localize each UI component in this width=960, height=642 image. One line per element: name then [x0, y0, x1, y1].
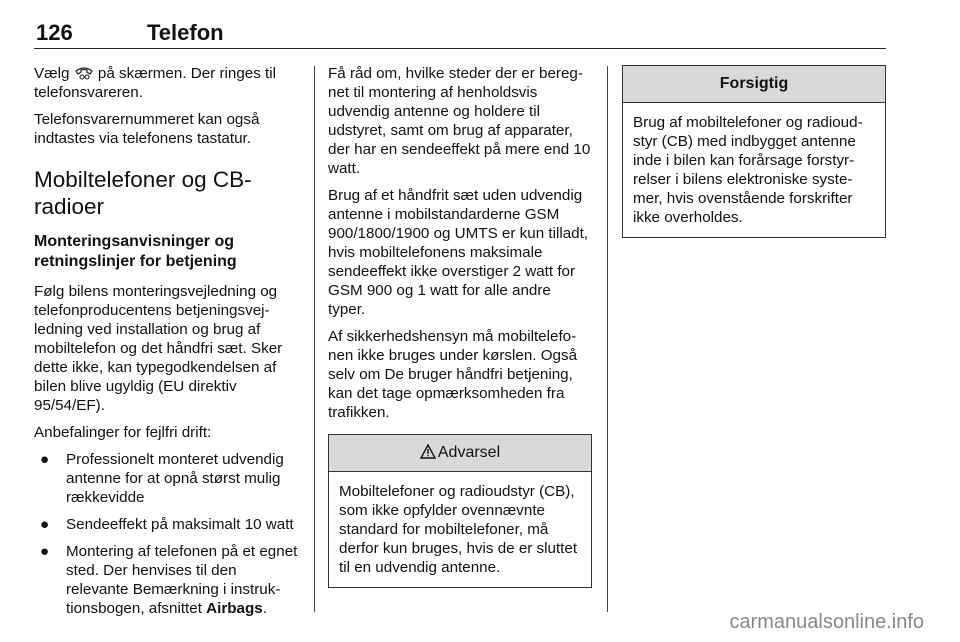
bullet-icon: ●: [40, 451, 50, 468]
column-divider-2: [607, 66, 608, 612]
subsection-heading: Monteringsanvisninger og retningslinjer for betjening: [34, 233, 237, 270]
warning-header: [329, 435, 591, 472]
chapter-title: Telefon: [147, 20, 224, 45]
page-header: [34, 8, 886, 48]
column-divider-1: [314, 66, 315, 612]
voicemail-icon: [74, 66, 94, 80]
header-rule: [34, 48, 886, 49]
bullet-icon: ●: [40, 516, 50, 533]
caution-text: Brug af mobiltelefoner og radioudstyr (CB) med indbygget antenne inde i bilen kan forårsage forstyrrelser i bilens elektroniske systemer, hvis ovenstående forskrifter ikke overholdes.: [633, 114, 863, 226]
list-item: ● Professionelt monteret udvendig antenne for at opnå størst mulig rækkevidde: [40, 451, 284, 506]
column-1: [34, 64, 300, 626]
warning-text: Mobiltelefoner og radioudstyr (CB), som ikke opfylder ovennævnte standard for mobiltelefoner, må derfor kun bruges, hvis de er sluttet til en udvendig antenne.: [339, 483, 578, 576]
caution-box: [622, 65, 886, 238]
recommendations-list: [34, 450, 300, 618]
caution-title: Forsigtig: [623, 66, 885, 103]
recommendations-intro: Anbefalinger for fejlfri drift:: [34, 424, 212, 441]
antenna-advice-paragraph: Få råd om, hvilke steder der er beregnet til montering af henholdsvis udvendig antenne og holdere til udstyret, samt om brug af apparater, der har en sendeeffekt på mere end 10 watt.: [328, 65, 591, 177]
installation-paragraph: Følg bilens monteringsvejledning og telefonproducentens betjeningsvejledning ved installation og brug af mobiltelefon og det håndfri sæt. Sker dette ikke, kan typegodkendelsen af bilen blive ugyldig (EU direktiv 95/54/EF).: [34, 283, 283, 414]
list-item: ● Montering af telefonen på et egnet sted. Der henvises til den relevante Bemærkning i instruktionsbogen, afsnittet Airbags.: [40, 543, 298, 617]
keypad-paragraph: Telefonsvarernummeret kan også indtastes via telefonens tastatur.: [34, 111, 260, 147]
airbags-reference: Airbags: [206, 600, 263, 617]
watermark: carmanualsonline.info: [729, 611, 924, 633]
warning-box: [328, 434, 592, 588]
list-item: ● Sendeeffekt på maksimalt 10 watt: [40, 516, 294, 533]
page-number: 126: [36, 20, 73, 45]
bullet-icon: ●: [40, 543, 50, 560]
column-3: [622, 64, 886, 238]
safety-paragraph: Af sikkerhedshensyn må mobiltelefonen ikke bruges under kørslen. Også selv om De bruger håndfri betjening, kan det tage opmærksomheden fra trafikken.: [328, 328, 578, 421]
voicemail-paragraph: Vælg på skærmen. Der ringes til telefonsvareren.: [34, 65, 276, 101]
section-heading: Mobiltelefoner og CB-radioer: [34, 167, 252, 219]
warning-title: Advarsel: [437, 444, 501, 461]
warning-triangle-icon: [420, 437, 436, 452]
column-2: [328, 64, 592, 588]
handsfree-paragraph: Brug af et håndfrit sæt uden udvendig antenne i mobilstandarderne GSM 900/1800/1900 og UMTS er kun tilladt, hvis mobiltelefonens maksimale sendeeffekt ikke overstiger 2 watt for GSM 900 og 1 watt for alle andre typer.: [328, 187, 589, 318]
